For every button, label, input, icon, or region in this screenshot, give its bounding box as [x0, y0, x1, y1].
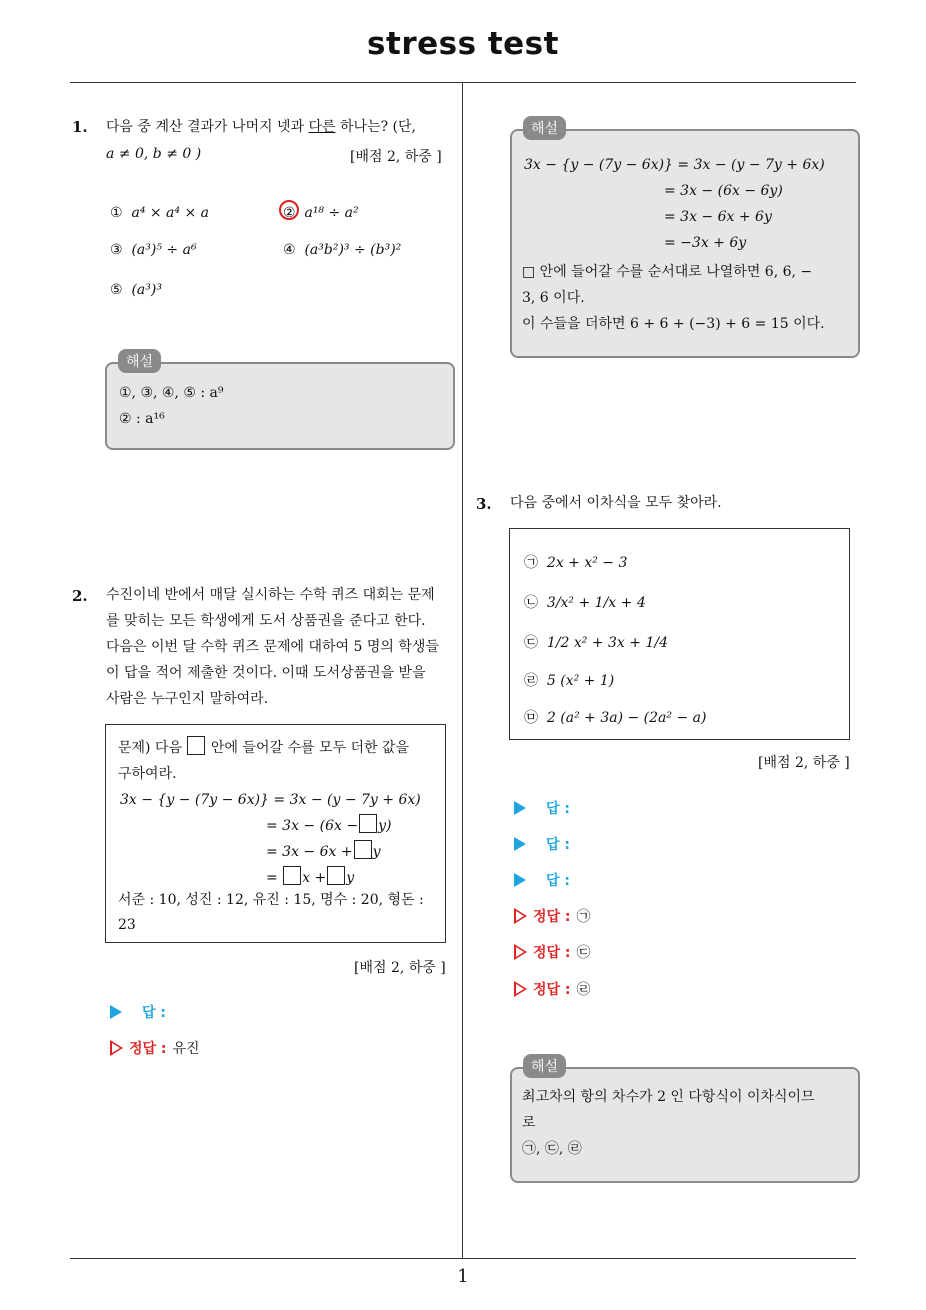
- box-line: 문제) 다음 안에 들어갈 수를 모두 더한 값을: [118, 735, 409, 761]
- box-equation: = 3x − (6x − y): [266, 813, 391, 839]
- solution-equation: = 3x − (6x − 6y): [664, 183, 783, 199]
- question-text: 다음 중에서 이차식을 모두 찾아라.: [510, 495, 722, 511]
- blank-square: [359, 814, 377, 833]
- solution-text: ㉠, ㉢, ㉣: [522, 1141, 582, 1157]
- item-1: ㉠ 2x + x² − 3: [524, 555, 628, 571]
- blank-square: [187, 736, 205, 755]
- triangle-icon: [514, 837, 526, 851]
- question-number: 3.: [476, 495, 492, 513]
- solution-text: 3, 6 이다.: [522, 290, 585, 306]
- answer-row[interactable]: 답 :: [514, 834, 570, 854]
- correct-answer-row: 정답 : 유진: [110, 1038, 200, 1058]
- question-condition: a ≠ 0, b ≠ 0 ): [106, 146, 202, 162]
- answer-row[interactable]: 답 :: [514, 870, 570, 890]
- solution-equation: 3x − {y − (7y − 6x)} = 3x − (y − 7y + 6x): [524, 157, 825, 173]
- column-divider: [462, 82, 463, 1258]
- question-text: 사람은 누구인지 말하여라.: [106, 691, 269, 707]
- choice-3[interactable]: ③ (a³)⁵ ÷ a⁶: [110, 242, 197, 258]
- item-2: ㉡ 3/x² + 1/x + 4: [524, 595, 646, 611]
- box-equation: 3x − {y − (7y − 6x)} = 3x − (y − 7y + 6x): [120, 792, 421, 808]
- question-text: 를 맞히는 모든 학생에게 도서 상품권을 준다고 한다.: [106, 613, 426, 629]
- blank-square: [354, 840, 372, 859]
- solution-tag: 해설: [118, 349, 161, 373]
- student-answers: 23: [118, 917, 136, 933]
- item-4: ㉣ 5 (x² + 1): [524, 673, 615, 689]
- outline-triangle-icon: [514, 908, 527, 924]
- choice-5[interactable]: ⑤ (a³)³: [110, 282, 162, 298]
- triangle-icon: [514, 801, 526, 815]
- answer-row[interactable]: 답 :: [514, 798, 570, 818]
- footer-rule: [70, 1258, 856, 1259]
- question-text: 이 답을 적어 제출한 것이다. 이때 도서상품권을 받을: [106, 665, 426, 681]
- triangle-icon: [110, 1005, 122, 1019]
- question-text: 수진이네 반에서 매달 실시하는 수학 퀴즈 대회는 문제: [106, 587, 435, 603]
- question-text: 다음은 이번 달 수학 퀴즈 문제에 대하여 5 명의 학생들: [106, 639, 439, 655]
- question-number: 1.: [72, 118, 88, 136]
- question-text: 다음 중 계산 결과가 나머지 넷과 다른 하나는? (단,: [106, 119, 416, 135]
- correct-answer-row: 정답 : ㉣: [514, 979, 591, 999]
- solution-text: 이 수들을 더하면 6 + 6 + (−3) + 6 = 15 이다.: [522, 316, 825, 332]
- solution-line: ①, ③, ④, ⑤ : a⁹: [119, 385, 224, 401]
- underlined-word: 다른: [308, 119, 336, 135]
- blank-square: [283, 866, 301, 885]
- solution-text: 로: [522, 1115, 536, 1131]
- correct-answer-row: 정답 : ㉠: [514, 906, 591, 926]
- outline-triangle-icon: [514, 944, 527, 960]
- item-3: ㉢ 1/2 x² + 3x + 1/4: [524, 635, 668, 651]
- student-answers: 서준 : 10, 성진 : 12, 유진 : 15, 명수 : 20, 형돈 :: [118, 892, 424, 908]
- box-line: 구하여라.: [118, 766, 177, 782]
- correct-answer-row: 정답 : ㉢: [514, 942, 591, 962]
- triangle-icon: [514, 873, 526, 887]
- question-number: 2.: [72, 587, 88, 605]
- box-equation: = 3x − 6x + y: [266, 839, 381, 865]
- score-label: [배점 2, 하중 ]: [354, 960, 446, 976]
- choice-1[interactable]: ① a⁴ × a⁴ × a: [110, 205, 209, 221]
- answer-row[interactable]: 답 :: [110, 1002, 166, 1022]
- solution-equation: = −3x + 6y: [664, 235, 747, 251]
- outline-triangle-icon: [110, 1040, 123, 1056]
- solution-tag: 해설: [523, 1054, 566, 1078]
- choice-2[interactable]: ② a¹⁸ ÷ a²: [283, 205, 359, 221]
- box-equation: = x + y: [266, 865, 354, 891]
- page-title: stress test: [367, 26, 559, 62]
- solution-equation: = 3x − 6x + 6y: [664, 209, 772, 225]
- solution-text: 최고차의 항의 차수가 2 인 다항식이 이차식이므: [522, 1089, 815, 1105]
- outline-triangle-icon: [514, 981, 527, 997]
- blank-square: [327, 866, 345, 885]
- page-number: 1: [457, 1266, 469, 1287]
- score-label: [배점 2, 하중 ]: [758, 755, 850, 771]
- choice-4[interactable]: ④ (a³b²)³ ÷ (b³)²: [283, 242, 402, 258]
- score-label: [배점 2, 하중 ]: [350, 149, 442, 165]
- solution-text: □ 안에 들어갈 수를 순서대로 나열하면 6, 6, −: [522, 264, 813, 280]
- header-rule: [70, 82, 856, 83]
- item-5: ㉤ 2 (a² + 3a) − (2a² − a): [524, 710, 707, 726]
- solution-line: ② : a¹⁶: [119, 411, 165, 427]
- solution-tag: 해설: [523, 116, 566, 140]
